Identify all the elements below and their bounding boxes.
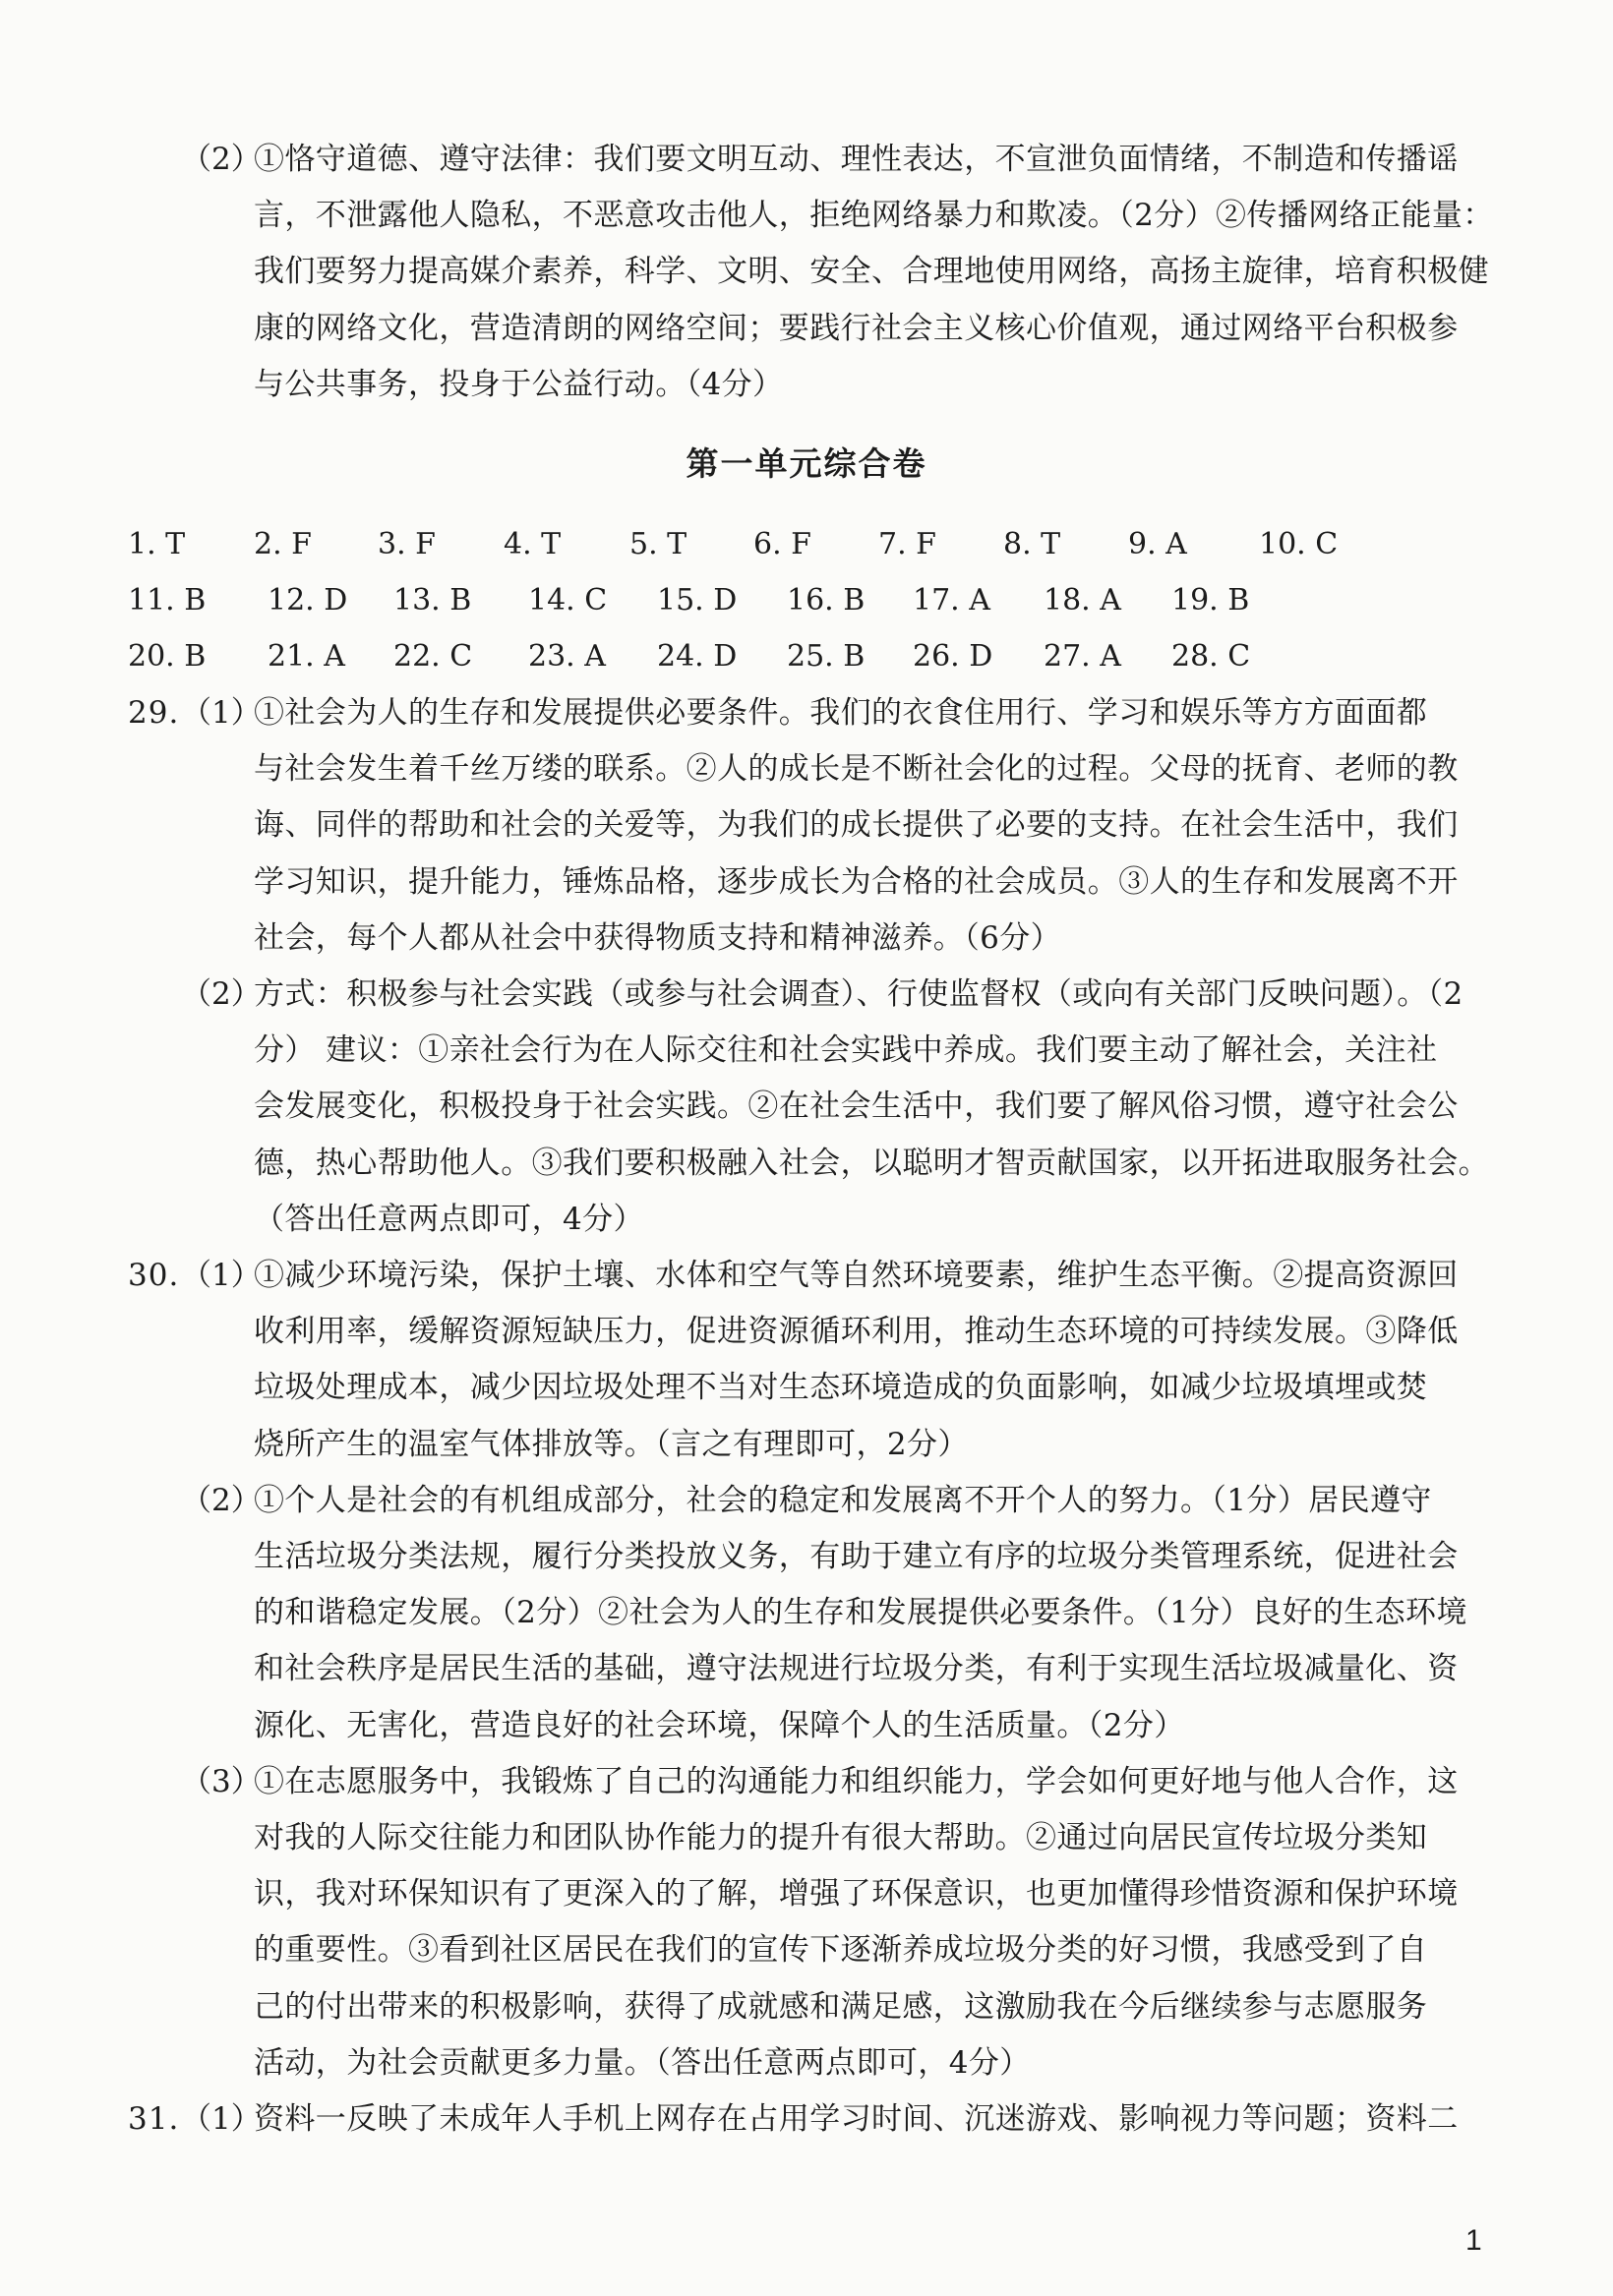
sub-question-number: （1） (181, 1258, 262, 1293)
prev-answer-line (0, 357, 1613, 413)
choice-answer: 27. A (1044, 639, 1121, 674)
answer-text: 烧所产生的温室气体排放等。（言之有理即可，2分） (254, 1426, 969, 1462)
choice-answer: 3. F (378, 527, 436, 561)
choice-answer: 25. B (787, 639, 866, 674)
answer-text: ①个人是社会的有机组成部分，社会的稳定和发展离不开个人的努力。（1分）居民遵守 (254, 1482, 1432, 1518)
q29-part1-line (0, 797, 1613, 854)
answer-text: 言，不泄露他人隐私，不恶意攻击他人，拒绝网络暴力和欺凌。（2分）②传播网络正能量： (254, 198, 1494, 234)
choice-answer: 16. B (787, 583, 866, 618)
answer-text: 垃圾处理成本，减少因垃圾处理不当对生态环境造成的负面影响，如减少垃圾填埋或焚 (254, 1370, 1428, 1406)
choice-answer: 8. T (1003, 527, 1061, 561)
choice-answer: 15. D (657, 583, 738, 618)
q30-part2-line (0, 1585, 1613, 1641)
answer-text: 与社会发生着千丝万缕的联系。②人的成长是不断社会化的过程。父母的抚育、老师的教 (254, 751, 1459, 788)
choice-answer: 11. B (128, 583, 207, 618)
choice-answer: 9. A (1128, 527, 1187, 561)
q29-part2-line (0, 1079, 1613, 1135)
answer-text: ①在志愿服务中，我锻炼了自己的沟通能力和组织能力，学会如何更好地与他人合作，这 (254, 1763, 1459, 1799)
answer-text: 方式：积极参与社会实践（或参与社会调查）、行使监督权（或向有关部门反映问题）。（2 (254, 976, 1464, 1012)
sub-question-number: （2） (181, 976, 262, 1012)
choice-answer: 1. T (128, 527, 186, 561)
answer-text: 识，我对环保知识有了更深入的了解，增强了环保意识，也更加懂得珍惜资源和保护环境 (254, 1876, 1459, 1913)
answer-text: 分） 建议：①亲社会行为在人际交往和社会实践中养成。我们要主动了解社会，关注社 (254, 1032, 1438, 1069)
question-number: 29. (128, 695, 180, 731)
q29-part2-line (0, 967, 1613, 1023)
q30-part2-line (0, 1641, 1613, 1697)
sub-question-number: （3） (181, 1763, 262, 1799)
answer-text: 和社会秩序是居民生活的基础，遵守法规进行垃圾分类，有利于实现生活垃圾减量化、资 (254, 1651, 1459, 1687)
q29-part1-line (0, 685, 1613, 741)
answer-text: ①社会为人的生存和发展提供必要条件。我们的衣食住用行、学习和娱乐等方方面面都 (254, 695, 1428, 731)
choice-answer: 17. A (913, 583, 990, 618)
choice-answer: 4. T (504, 527, 562, 561)
question-number: 31. (128, 2101, 180, 2137)
choice-answer: 20. B (128, 639, 207, 674)
answer-text: 我们要努力提高媒介素养，科学、文明、安全、合理地使用网络，高扬主旋律，培育积极健 (254, 254, 1489, 290)
q29-part1-line (0, 741, 1613, 797)
answer-text: 对我的人际交往能力和团队协作能力的提升有很大帮助。②通过向居民宣传垃圾分类知 (254, 1820, 1428, 1855)
q31-part1-line (0, 2091, 1613, 2148)
answer-text: 社会，每个人都从社会中获得物质支持和精神滋养。（6分） (254, 919, 1062, 956)
choice-answer: 10. C (1259, 527, 1339, 561)
q30-part2-line (0, 1698, 1613, 1754)
q30-part3-line (0, 1866, 1613, 1922)
answer-text: 生活垃圾分类法规，履行分类投放义务，有助于建立有序的垃圾分类管理系统，促进社会 (254, 1539, 1459, 1574)
choice-answer: 24. D (657, 639, 738, 674)
choice-answer: 14. C (528, 583, 608, 618)
answer-text: ①减少环境污染，保护土壤、水体和空气等自然环境要素，维护生态平衡。②提高资源回 (254, 1258, 1459, 1293)
question-number: 30. (128, 1258, 180, 1293)
choice-answer: 18. A (1044, 583, 1121, 618)
answer-text: 己的付出带来的积极影响，获得了成就感和满足感，这激励我在今后继续参与志愿服务 (254, 1988, 1428, 2025)
choice-answer-row (0, 628, 1613, 684)
choice-answer: 12. D (268, 583, 348, 618)
sub-question-number: （2） (181, 142, 262, 177)
section-heading: 第一单元综合卷 (686, 444, 927, 483)
answer-text: 资料一反映了未成年人手机上网存在占用学习时间、沉迷游戏、影响视力等问题；资料二 (254, 2101, 1459, 2137)
choice-answer: 28. C (1171, 639, 1251, 674)
prev-answer-line (0, 132, 1613, 188)
choice-answer: 7. F (878, 527, 936, 561)
answer-text: 的重要性。③看到社区居民在我们的宣传下逐渐养成垃圾分类的好习惯，我感受到了自 (254, 1932, 1428, 1969)
answer-text: 会发展变化，积极投身于社会实践。②在社会生活中，我们要了解风俗习惯，遵守社会公 (254, 1089, 1459, 1125)
q30-part1-line (0, 1360, 1613, 1416)
answer-text: 源化、无害化，营造良好的社会环境，保障个人的生活质量。（2分） (254, 1707, 1185, 1743)
prev-answer-line (0, 188, 1613, 244)
answer-text: （答出任意两点即可，4分） (254, 1201, 644, 1237)
choice-answer: 22. C (393, 639, 473, 674)
q29-part1-line (0, 854, 1613, 911)
q29-part2-line (0, 1192, 1613, 1248)
choice-answer: 6. F (753, 527, 811, 561)
q30-part3-line (0, 1810, 1613, 1866)
sub-question-number: （2） (181, 1482, 262, 1518)
answer-text: ①恪守道德、遵守法律：我们要文明互动、理性表达，不宣泄负面情绪，不制造和传播谣 (254, 142, 1459, 177)
q30-part3-line (0, 1922, 1613, 1978)
choice-answer: 19. B (1171, 583, 1250, 618)
answer-text: 与公共事务，投身于公益行动。（4分） (254, 366, 784, 402)
choice-answer-row (0, 572, 1613, 628)
q30-part2-line (0, 1473, 1613, 1529)
prev-answer-line (0, 244, 1613, 300)
answer-text: 收利用率，缓解资源短缺压力，促进资源循环利用，推动生态环境的可持续发展。③降低 (254, 1314, 1459, 1350)
answer-text: 德，热心帮助他人。③我们要积极融入社会，以聪明才智贡献国家，以开拓进取服务社会。 (254, 1145, 1489, 1181)
choice-answer: 13. B (393, 583, 472, 618)
q30-part3-line (0, 1754, 1613, 1810)
q30-part2-line (0, 1529, 1613, 1585)
prev-answer-line (0, 301, 1613, 357)
choice-answer: 23. A (528, 639, 606, 674)
choice-answer: 26. D (913, 639, 993, 674)
answer-text: 活动，为社会贡献更多力量。（答出任意两点即可，4分） (254, 2044, 1031, 2081)
q30-part1-line (0, 1417, 1613, 1473)
answer-text: 诲、同伴的帮助和社会的关爱等，为我们的成长提供了必要的支持。在社会生活中，我们 (254, 807, 1459, 844)
sub-question-number: （1） (181, 2101, 262, 2137)
q29-part2-line (0, 1136, 1613, 1192)
q30-part3-line (0, 1979, 1613, 2035)
answer-text: 康的网络文化，营造清朗的网络空间；要践行社会主义核心价值观，通过网络平台积极参 (254, 310, 1459, 346)
q30-part3-line (0, 2035, 1613, 2091)
choice-answer-row (0, 516, 1613, 572)
sub-question-number: （1） (181, 695, 262, 731)
answer-text: 的和谐稳定发展。（2分）②社会为人的生存和发展提供必要条件。（1分）良好的生态环境 (254, 1595, 1467, 1631)
choice-answer: 5. T (629, 527, 687, 561)
q30-part1-line (0, 1248, 1613, 1304)
q29-part1-line (0, 911, 1613, 967)
q29-part2-line (0, 1023, 1613, 1079)
page-number: 1 (1465, 2224, 1482, 2257)
answer-text: 学习知识，提升能力，锤炼品格，逐步成长为合格的社会成员。③人的生存和发展离不开 (254, 863, 1459, 900)
q30-part1-line (0, 1304, 1613, 1360)
choice-answer: 21. A (268, 639, 345, 674)
choice-answer: 2. F (254, 527, 312, 561)
